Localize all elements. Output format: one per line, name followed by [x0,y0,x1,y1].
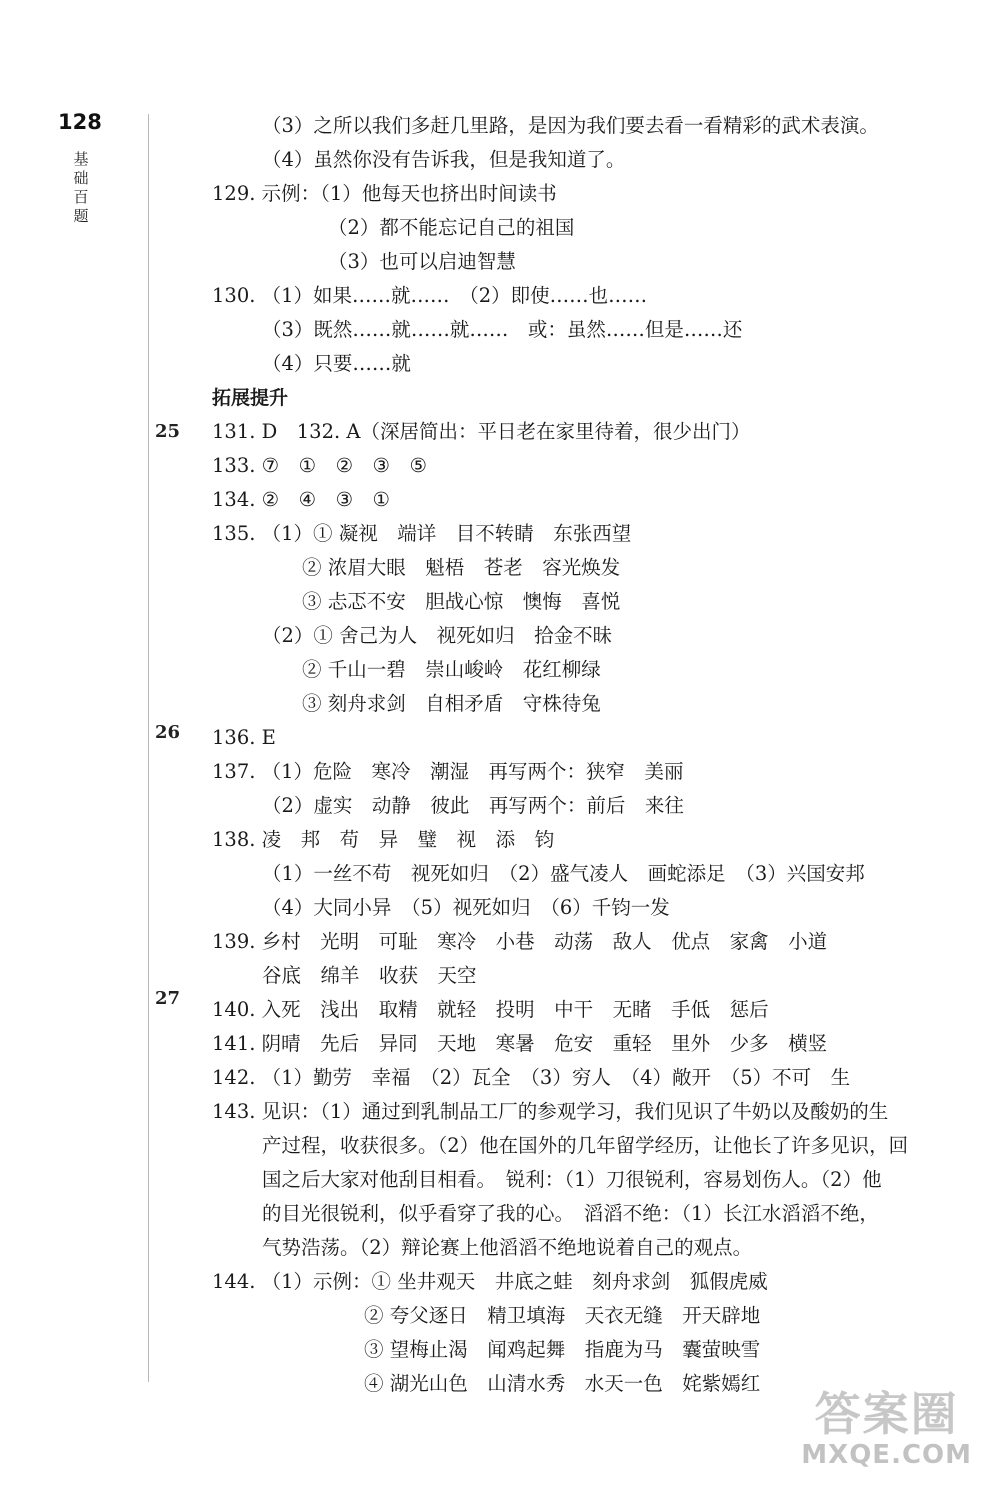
answer-line: 133. ⑦ ① ② ③ ⑤ [212,454,428,477]
answer-line: 140. 入死 浅出 取精 就轻 投明 中干 无睹 手低 惩后 [212,998,769,1021]
answer-line: （3）也可以启迪智慧 [328,250,516,273]
answer-line: （2）虚实 动静 彼此 再写两个：前后 来往 [262,794,684,817]
answer-line: 134. ② ④ ③ ① [212,488,391,511]
answer-line: ② 浓眉大眼 魁梧 苍老 容光焕发 [302,556,621,579]
section-heading: 拓展提升 [212,387,289,409]
answer-line: ③ 望梅止渴 闻鸡起舞 指鹿为马 囊萤映雪 [364,1338,761,1361]
answer-line: 129. 示例：（1）他每天也挤出时间读书 [212,182,557,205]
answer-line: ② 夸父逐日 精卫填海 天衣无缝 开天辟地 [364,1304,761,1327]
answer-line: 139. 乡村 光明 可耻 寒冷 小巷 动荡 敌人 优点 家禽 小道 [212,930,828,953]
answer-line: 谷底 绵羊 收获 天空 [262,964,477,987]
answer-line: 气势浩荡。（2）辩论赛上他滔滔不绝地说着自己的观点。 [262,1236,753,1259]
site-watermark [801,1388,972,1470]
page-number: 128 [58,110,102,134]
answer-line: 142. （1）勤劳 幸福 （2）瓦全 （3）穷人 （4）敞开 （5）不可 生 [212,1066,851,1089]
answer-line: 143. 见识：（1）通过到乳制品工厂的参观学习，我们见识了牛奶以及酸奶的生 [212,1100,889,1123]
answer-line: （4）虽然你没有告诉我，但是我知道了。 [262,148,626,171]
margin-number: 27 [155,988,181,1009]
answer-line: ③ 刻舟求剑 自相矛盾 守株待兔 [302,692,601,715]
answer-line: （1）一丝不苟 视死如归 （2）盛气凌人 画蛇添足 （3）兴国安邦 [262,862,865,885]
section-tab: 基础百题 [73,150,89,225]
answer-line: （4）大同小异 （5）视死如归 （6）千钧一发 [262,896,670,919]
watermark-logo: 答案圈 [814,1387,959,1441]
answer-line: 的目光很锐利，似乎看穿了我的心。 滔滔不绝：（1）长江水滔滔不绝， [262,1202,879,1225]
answer-line: ② 千山一碧 崇山峻岭 花红柳绿 [302,658,601,681]
answer-line: （3）既然……就……就…… 或：虽然……但是……还 [262,318,743,341]
answer-line: （3）之所以我们多赶几里路，是因为我们要去看一看精彩的武术表演。 [262,114,879,137]
answer-line: 136. E [212,726,276,749]
answer-line: 产过程，收获很多。（2）他在国外的几年留学经历，让他长了许多见识，回 [262,1134,909,1157]
watermark-url: MXQE.COM [801,1440,972,1470]
answer-line: ④ 湖光山色 山清水秀 水天一色 姹紫嫣红 [364,1372,761,1395]
answer-line: 144. （1）示例：① 坐井观天 井底之蛙 刻舟求剑 狐假虎威 [212,1270,768,1293]
answer-line: 131. D 132. A（深居简出：平日老在家里待着，很少出门） [212,420,751,443]
margin-divider [148,114,149,1382]
answer-line: 135. （1）① 凝视 端详 目不转睛 东张西望 [212,522,632,545]
answer-line: 国之后大家对他刮目相看。 锐利：（1）刀很锐利，容易划伤人。（2）他 [262,1168,882,1191]
answer-line: （4）只要……就 [262,352,411,375]
answer-line: 137. （1）危险 寒冷 潮湿 再写两个：狭窄 美丽 [212,760,684,783]
answer-line: （2）都不能忘记自己的祖国 [328,216,575,239]
answer-line: ③ 忐忑不安 胆战心惊 懊悔 喜悦 [302,590,621,613]
answer-line: 130. （1）如果……就…… （2）即使……也…… [212,284,648,307]
margin-number: 26 [155,722,181,743]
answer-line: （2）① 舍己为人 视死如归 拾金不昧 [262,624,613,647]
answer-line: 141. 阴晴 先后 异同 天地 寒暑 危安 重轻 里外 少多 横竖 [212,1032,828,1055]
margin-number: 25 [155,421,181,442]
answer-line: 138. 凌 邦 苟 异 璧 视 添 钧 [212,828,555,851]
